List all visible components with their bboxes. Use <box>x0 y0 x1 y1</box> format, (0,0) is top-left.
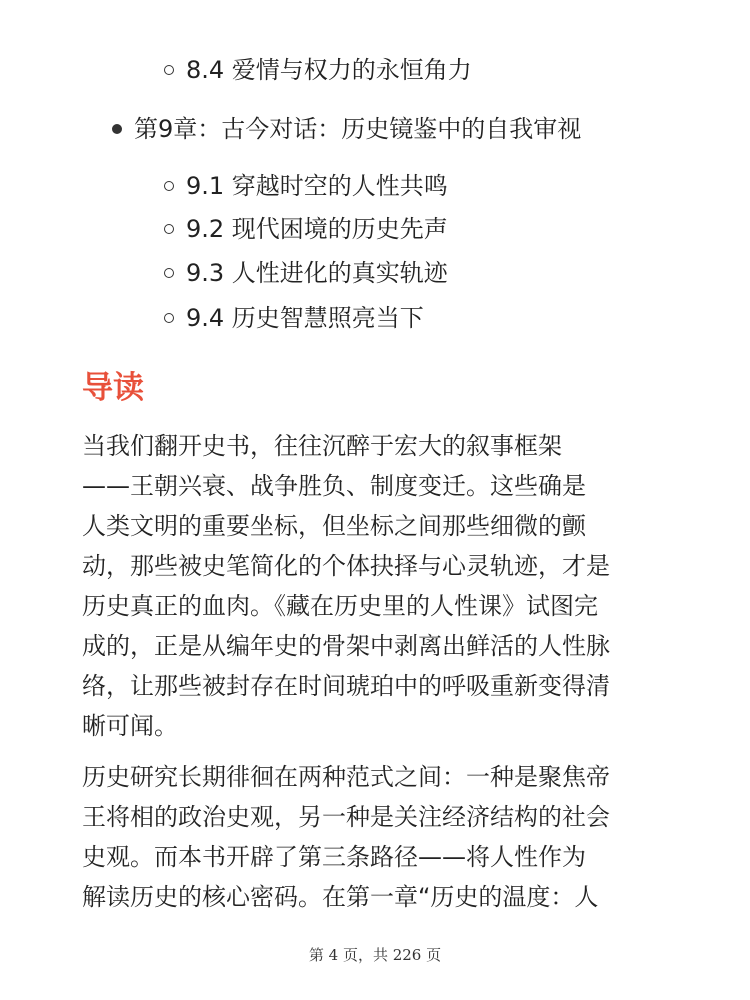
paragraph-line: 解读历史的核心密码。在第一章“历史的温度：人 <box>82 883 599 911</box>
filled-bullet-icon <box>112 124 122 134</box>
toc-item-label: 8.4 爱情与权力的永恒角力 <box>186 56 472 84</box>
paragraph-line: 络，让那些被封存在时间琥珀中的呼吸重新变得清 <box>82 672 610 700</box>
toc-item-label: 9.3 人性进化的真实轨迹 <box>186 259 448 287</box>
intro-paragraph-2 <box>82 757 672 917</box>
toc-item-9-4[interactable] <box>164 296 424 340</box>
hollow-bullet-icon <box>164 65 174 75</box>
paragraph-line: 王将相的政治史观，另一种是关注经济结构的社会 <box>82 803 610 831</box>
hollow-bullet-icon <box>164 268 174 278</box>
paragraph-line: 人类文明的重要坐标，但坐标之间那些细微的颤 <box>82 512 586 540</box>
hollow-bullet-icon <box>164 313 174 323</box>
paragraph-line: 历史研究长期徘徊在两种范式之间：一种是聚焦帝 <box>82 763 610 791</box>
paragraph-line: 历史真正的血肉。《藏在历史里的人性课》试图完 <box>82 592 598 620</box>
toc-item-9-3[interactable] <box>164 251 448 295</box>
toc-chapter-9[interactable] <box>112 107 581 151</box>
paragraph-line: 晰可闻。 <box>82 712 178 740</box>
paragraph-line: ——王朝兴衰、战争胜负、制度变迁。这些确是 <box>82 472 586 500</box>
toc-item-label: 9.4 历史智慧照亮当下 <box>186 304 424 332</box>
paragraph-line: 成的，正是从编年史的骨架中剥离出鲜活的人性脉 <box>82 632 610 660</box>
toc-item-label: 9.2 现代困境的历史先声 <box>186 215 448 243</box>
toc-item-9-2[interactable] <box>164 207 448 251</box>
paragraph-line: 当我们翻开史书，往往沉醉于宏大的叙事框架 <box>82 432 562 460</box>
section-heading: 导读 <box>82 370 144 406</box>
page-number-footer: 第 4 页，共 226 页 <box>308 946 442 964</box>
toc-item-9-1[interactable] <box>164 164 448 208</box>
hollow-bullet-icon <box>164 181 174 191</box>
toc-item-8-4[interactable] <box>164 48 472 92</box>
intro-paragraph-1 <box>82 426 672 746</box>
toc-item-label: 9.1 穿越时空的人性共鸣 <box>186 172 448 200</box>
toc-chapter-label: 第9章：古今对话：历史镜鉴中的自我审视 <box>134 115 582 143</box>
paragraph-line: 动，那些被史笔简化的个体抉择与心灵轨迹，才是 <box>82 552 610 580</box>
hollow-bullet-icon <box>164 224 174 234</box>
paragraph-line: 史观。而本书开辟了第三条路径——将人性作为 <box>82 843 586 871</box>
